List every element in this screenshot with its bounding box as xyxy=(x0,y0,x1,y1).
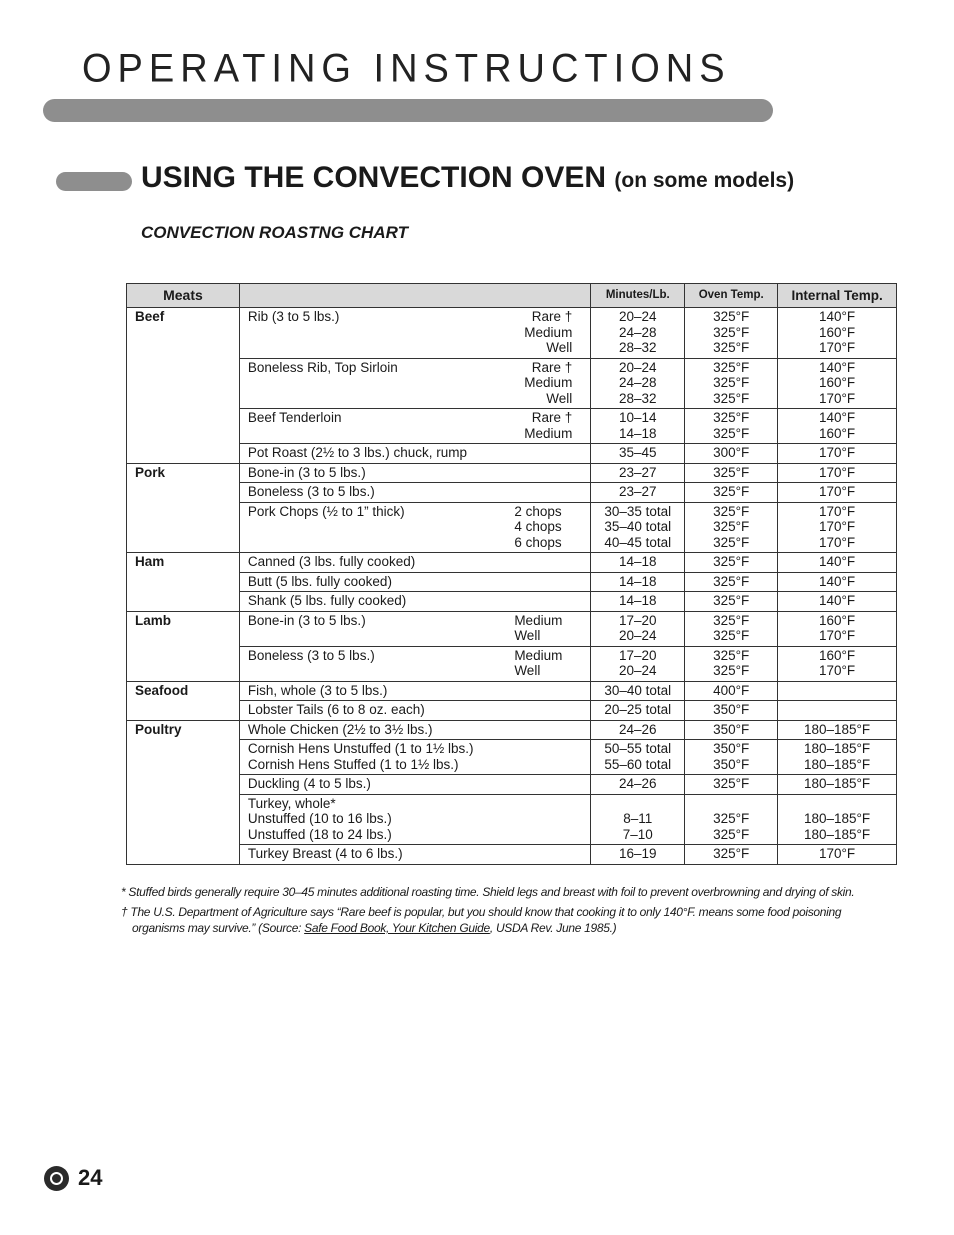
internal-temp-line: 170°F xyxy=(818,484,856,499)
minutes-per-lb-line: 24–26 xyxy=(619,776,657,791)
minutes-per-lb xyxy=(591,572,685,592)
internal-temp-line: 180–185°F xyxy=(803,811,871,826)
minutes-per-lb xyxy=(591,740,685,775)
table-row xyxy=(127,794,897,845)
cut-description-line: Bone-in (3 to 5 lbs.) xyxy=(247,464,366,480)
doneness-label: 2 chops xyxy=(514,503,562,519)
internal-temp-line xyxy=(784,702,890,718)
table-row xyxy=(127,572,897,592)
minutes-per-lb-line: 35–45 xyxy=(619,445,657,460)
cut-description-line: Pot Roast (2½ to 3 lbs.) chuck, rump xyxy=(247,445,467,460)
table-row xyxy=(127,845,897,865)
internal-temp xyxy=(778,681,897,701)
footnote-usda xyxy=(121,904,901,936)
cut-description-line: Lobster Tails (6 to 8 oz. each) xyxy=(247,702,425,717)
oven-temp-line: 325°F xyxy=(713,324,750,340)
footnote-usda-post: , USDA Rev. June 1985.) xyxy=(489,921,617,935)
internal-temp-line xyxy=(784,683,890,699)
doneness-label: Medium xyxy=(514,647,563,663)
cut-description-line: Cornish Hens Unstuffed (1 to 1½ lbs.) xyxy=(247,741,474,756)
doneness-label: Well xyxy=(546,340,573,355)
oven-temp-line: 400°F xyxy=(713,682,750,698)
doneness-list xyxy=(514,360,584,407)
doneness-label: Well xyxy=(514,628,541,643)
oven-temp-line: 325°F xyxy=(713,811,750,826)
cut-description xyxy=(239,740,590,775)
minutes-per-lb-line: 20–24 xyxy=(619,663,657,678)
oven-temp-line: 325°F xyxy=(713,340,750,355)
internal-temp-line: 170°F xyxy=(818,390,856,406)
doneness-list xyxy=(514,613,584,644)
minutes-per-lb-line: 30–40 total xyxy=(604,682,672,698)
internal-temp xyxy=(778,409,897,444)
oven-temp-line: 325°F xyxy=(713,410,750,425)
minutes-per-lb xyxy=(591,308,685,359)
minutes-per-lb-line: 28–32 xyxy=(619,390,657,406)
internal-temp-line: 170°F xyxy=(818,628,856,643)
minutes-per-lb-line: 16–19 xyxy=(619,846,657,861)
internal-temp-line: 140°F xyxy=(818,573,856,589)
cut-description xyxy=(239,483,590,503)
internal-temp-line: 170°F xyxy=(818,663,856,678)
oven-temp xyxy=(685,740,778,775)
cut-description-line: Boneless (3 to 5 lbs.) xyxy=(247,484,375,499)
oven-temp xyxy=(685,845,778,865)
cut-description xyxy=(239,308,590,359)
internal-temp-line: 170°F xyxy=(818,445,856,460)
table-row xyxy=(127,502,897,553)
internal-temp xyxy=(778,845,897,865)
internal-temp-line: 170°F xyxy=(818,464,856,480)
header-bar xyxy=(43,99,773,122)
oven-temp xyxy=(685,720,778,740)
minutes-per-lb-line: 20–25 total xyxy=(604,702,672,717)
oven-temp-line: 350°F xyxy=(713,721,750,737)
internal-temp-line: 160°F xyxy=(818,647,856,663)
minutes-per-lb-line: 30–35 total xyxy=(604,503,672,519)
oven-temp-line: 325°F xyxy=(713,554,750,569)
col-header-meats: Meats xyxy=(127,284,240,308)
oven-temp xyxy=(685,502,778,553)
table-row xyxy=(127,553,897,573)
minutes-per-lb-line: 23–27 xyxy=(619,464,657,480)
footnote-usda-line1: † The U.S. Department of Agriculture says “Rare beef is popular, but you should know that cooking it to only 140°F. means some food poisoning xyxy=(121,905,842,919)
oven-temp xyxy=(685,553,778,573)
meat-category: Seafood xyxy=(127,681,240,720)
table-row xyxy=(127,592,897,612)
cut-description xyxy=(239,720,590,740)
internal-temp xyxy=(778,444,897,464)
minutes-per-lb-line: 40–45 total xyxy=(604,534,672,550)
oven-temp-line: 350°F xyxy=(713,702,750,717)
minutes-per-lb-line: 14–18 xyxy=(619,554,657,569)
minutes-per-lb-line: 23–27 xyxy=(619,484,657,499)
oven-temp xyxy=(685,701,778,721)
minutes-per-lb xyxy=(591,720,685,740)
doneness-label: Rare † xyxy=(531,309,573,324)
internal-temp xyxy=(778,775,897,795)
internal-temp xyxy=(778,553,897,573)
cut-description-line: Boneless Rib, Top Sirloin xyxy=(247,359,398,375)
cut-description-line: Boneless (3 to 5 lbs.) xyxy=(247,647,375,663)
doneness-label: 6 chops xyxy=(514,534,562,550)
doneness-label: Medium xyxy=(524,425,573,441)
doneness-list xyxy=(514,410,584,441)
internal-temp-line: 160°F xyxy=(818,375,856,390)
lg-logo-icon xyxy=(44,1166,69,1191)
footnote-stuffed-birds: * Stuffed birds generally require 30–45 minutes additional roasting time. Shield legs and breast with foil to prevent overbrowning and drying of skin. xyxy=(121,885,855,899)
minutes-per-lb-line: 24–28 xyxy=(619,375,657,390)
doneness-label: Medium xyxy=(524,375,573,390)
footnote-usda-source: Safe Food Book, Your Kitchen Guide xyxy=(304,921,490,935)
internal-temp-line: 140°F xyxy=(818,554,856,569)
minutes-per-lb-line: 8–11 xyxy=(623,811,653,826)
cut-description xyxy=(239,701,590,721)
doneness-label: Rare † xyxy=(531,359,573,375)
table-row xyxy=(127,483,897,503)
internal-temp-line: 180–185°F xyxy=(803,826,871,842)
minutes-per-lb xyxy=(591,444,685,464)
table-row xyxy=(127,681,897,701)
internal-temp-line: 140°F xyxy=(818,593,856,608)
internal-temp-line: 180–185°F xyxy=(803,776,871,791)
internal-temp-line: 140°F xyxy=(818,359,856,375)
internal-temp xyxy=(778,308,897,359)
cut-description xyxy=(239,463,590,483)
table-row xyxy=(127,444,897,464)
table-row xyxy=(127,740,897,775)
doneness-list xyxy=(514,648,584,679)
table-row xyxy=(127,358,897,409)
cut-description-line: Bone-in (3 to 5 lbs.) xyxy=(247,612,366,628)
table-header-row xyxy=(127,284,897,308)
cut-description-line: Butt (5 lbs. fully cooked) xyxy=(247,573,392,589)
internal-temp-line: 160°F xyxy=(818,324,856,340)
table-row xyxy=(127,646,897,681)
cut-description xyxy=(239,845,590,865)
minutes-per-lb-line: 7–10 xyxy=(622,826,653,842)
minutes-per-lb-line: 10–14 xyxy=(619,410,657,425)
minutes-per-lb xyxy=(591,502,685,553)
internal-temp-line: 170°F xyxy=(818,846,856,861)
oven-temp-line: 325°F xyxy=(713,484,750,499)
table-row xyxy=(127,409,897,444)
minutes-per-lb xyxy=(591,775,685,795)
oven-temp xyxy=(685,483,778,503)
oven-temp xyxy=(685,681,778,701)
chart-title: CONVECTION ROASTNG CHART xyxy=(141,223,408,242)
cut-description-line: Turkey Breast (4 to 6 lbs.) xyxy=(247,846,403,861)
internal-temp xyxy=(778,794,897,845)
cut-description xyxy=(239,409,590,444)
minutes-per-lb-line xyxy=(597,796,678,812)
cut-description-line: Canned (3 lbs. fully cooked) xyxy=(247,554,416,569)
minutes-per-lb-line: 28–32 xyxy=(619,340,657,355)
cut-description-line: Turkey, whole* xyxy=(247,795,336,811)
minutes-per-lb xyxy=(591,794,685,845)
cut-description-line: Shank (5 lbs. fully cooked) xyxy=(247,593,407,608)
meat-category: Ham xyxy=(127,553,240,612)
table-row xyxy=(127,611,897,646)
table-body xyxy=(127,308,897,865)
section-title-main: USING THE CONVECTION OVEN xyxy=(141,161,607,194)
internal-temp-line: 160°F xyxy=(818,425,856,441)
minutes-per-lb xyxy=(591,553,685,573)
internal-temp xyxy=(778,701,897,721)
doneness-list xyxy=(514,504,584,551)
doneness-label: Medium xyxy=(514,612,563,628)
cut-description-line: Unstuffed (10 to 16 lbs.) xyxy=(247,811,392,826)
oven-temp xyxy=(685,611,778,646)
oven-temp xyxy=(685,572,778,592)
internal-temp-line xyxy=(784,796,890,812)
internal-temp-line: 140°F xyxy=(818,410,856,425)
oven-temp xyxy=(685,463,778,483)
doneness-label: Medium xyxy=(524,324,573,340)
minutes-per-lb-line: 50–55 total xyxy=(604,741,672,756)
minutes-per-lb-line: 24–26 xyxy=(619,721,657,737)
section-title-sub: (on some models) xyxy=(614,169,795,192)
table-row xyxy=(127,720,897,740)
col-header-oven-temp: Oven Temp. xyxy=(685,284,778,308)
internal-temp xyxy=(778,646,897,681)
cut-description-line: Rib (3 to 5 lbs.) xyxy=(247,309,340,324)
doneness-label: Well xyxy=(546,390,573,406)
cut-description xyxy=(239,553,590,573)
cut-description-line: Cornish Hens Stuffed (1 to 1½ lbs.) xyxy=(247,756,459,772)
meat-category: Lamb xyxy=(127,611,240,681)
minutes-per-lb xyxy=(591,592,685,612)
oven-temp xyxy=(685,794,778,845)
internal-temp-line: 170°F xyxy=(818,340,856,355)
col-header-minutes: Minutes/Lb. xyxy=(591,284,685,308)
page-header-title: OPERATING INSTRUCTIONS xyxy=(82,46,731,92)
minutes-per-lb-line: 14–18 xyxy=(619,425,657,441)
oven-temp xyxy=(685,592,778,612)
internal-temp-line: 170°F xyxy=(818,503,856,519)
minutes-per-lb-line: 17–20 xyxy=(619,612,657,628)
internal-temp-line: 180–185°F xyxy=(803,741,871,756)
oven-temp-line: 325°F xyxy=(713,647,750,663)
minutes-per-lb-line: 20–24 xyxy=(619,628,657,643)
oven-temp-line: 325°F xyxy=(713,503,750,519)
doneness-label: Rare † xyxy=(531,410,573,425)
meat-category: Beef xyxy=(127,308,240,464)
internal-temp xyxy=(778,592,897,612)
oven-temp-line: 325°F xyxy=(713,390,750,406)
internal-temp-line: 170°F xyxy=(818,519,856,534)
internal-temp xyxy=(778,502,897,553)
internal-temp-line: 180–185°F xyxy=(803,756,871,772)
oven-temp-line: 325°F xyxy=(713,359,750,375)
oven-temp-line xyxy=(691,796,771,812)
oven-temp-line: 325°F xyxy=(713,628,750,643)
oven-temp-line: 300°F xyxy=(713,445,750,460)
doneness-label: Well xyxy=(514,663,541,678)
internal-temp xyxy=(778,483,897,503)
oven-temp-line: 325°F xyxy=(713,309,750,324)
footnote-usda-pre: organisms may survive.” (Source: xyxy=(132,921,305,935)
section-marker xyxy=(56,172,132,191)
cut-description xyxy=(239,646,590,681)
oven-temp-line: 325°F xyxy=(713,776,750,791)
footnotes xyxy=(121,884,901,940)
oven-temp-line: 325°F xyxy=(713,593,750,608)
cut-description-line: Unstuffed (18 to 24 lbs.) xyxy=(247,826,392,842)
minutes-per-lb xyxy=(591,358,685,409)
oven-temp xyxy=(685,409,778,444)
minutes-per-lb xyxy=(591,409,685,444)
cut-description xyxy=(239,775,590,795)
oven-temp-line: 350°F xyxy=(713,741,750,756)
minutes-per-lb-line: 20–24 xyxy=(619,359,657,375)
internal-temp xyxy=(778,611,897,646)
table-row xyxy=(127,463,897,483)
oven-temp-line: 325°F xyxy=(713,534,750,550)
oven-temp-line: 325°F xyxy=(713,612,750,628)
minutes-per-lb-line: 14–18 xyxy=(619,593,657,608)
internal-temp xyxy=(778,572,897,592)
minutes-per-lb xyxy=(591,483,685,503)
cut-description xyxy=(239,592,590,612)
roasting-chart-table xyxy=(126,283,897,865)
oven-temp-line: 325°F xyxy=(713,464,750,480)
internal-temp-line: 160°F xyxy=(818,612,856,628)
cut-description xyxy=(239,611,590,646)
minutes-per-lb-line: 17–20 xyxy=(619,647,657,663)
oven-temp-line: 325°F xyxy=(713,573,750,589)
cut-description xyxy=(239,794,590,845)
internal-temp xyxy=(778,358,897,409)
internal-temp-line: 180–185°F xyxy=(803,721,871,737)
internal-temp-line: 170°F xyxy=(818,534,856,550)
oven-temp xyxy=(685,646,778,681)
oven-temp xyxy=(685,444,778,464)
oven-temp-line: 325°F xyxy=(713,826,750,842)
page-number: 24 xyxy=(78,1165,103,1190)
minutes-per-lb xyxy=(591,611,685,646)
minutes-per-lb-line: 20–24 xyxy=(619,309,657,324)
cut-description xyxy=(239,572,590,592)
minutes-per-lb-line: 14–18 xyxy=(619,573,657,589)
oven-temp-line: 325°F xyxy=(713,519,750,534)
oven-temp-line: 350°F xyxy=(713,756,750,772)
internal-temp-line: 140°F xyxy=(818,309,856,324)
section-title xyxy=(141,161,794,195)
minutes-per-lb-line: 24–28 xyxy=(619,324,657,340)
cut-description-line: Fish, whole (3 to 5 lbs.) xyxy=(247,682,388,698)
minutes-per-lb-line: 55–60 total xyxy=(604,756,672,772)
oven-temp xyxy=(685,308,778,359)
internal-temp xyxy=(778,720,897,740)
oven-temp-line: 325°F xyxy=(713,846,750,861)
footnote-usda-line2 xyxy=(121,920,901,936)
table-row xyxy=(127,701,897,721)
cut-description xyxy=(239,444,590,464)
oven-temp-line: 325°F xyxy=(713,663,750,678)
cut-description xyxy=(239,681,590,701)
minutes-per-lb xyxy=(591,463,685,483)
cut-description xyxy=(239,358,590,409)
minutes-per-lb xyxy=(591,845,685,865)
table-row xyxy=(127,308,897,359)
oven-temp xyxy=(685,358,778,409)
doneness-label: 4 chops xyxy=(514,519,562,534)
meat-category: Poultry xyxy=(127,720,240,864)
oven-temp xyxy=(685,775,778,795)
minutes-per-lb-line: 35–40 total xyxy=(604,519,672,534)
col-header-item xyxy=(239,284,590,308)
cut-description-line: Pork Chops (½ to 1” thick) xyxy=(247,503,405,519)
cut-description-line: Beef Tenderloin xyxy=(247,410,342,425)
doneness-list xyxy=(514,309,584,356)
meat-category: Pork xyxy=(127,463,240,553)
oven-temp-line: 325°F xyxy=(713,375,750,390)
col-header-internal-temp: Internal Temp. xyxy=(778,284,897,308)
minutes-per-lb xyxy=(591,646,685,681)
cut-description xyxy=(239,502,590,553)
table-row xyxy=(127,775,897,795)
oven-temp-line: 325°F xyxy=(713,425,750,441)
minutes-per-lb xyxy=(591,701,685,721)
minutes-per-lb xyxy=(591,681,685,701)
internal-temp xyxy=(778,463,897,483)
cut-description-line: Duckling (4 to 5 lbs.) xyxy=(247,776,371,791)
internal-temp xyxy=(778,740,897,775)
cut-description-line: Whole Chicken (2½ to 3½ lbs.) xyxy=(247,721,433,737)
